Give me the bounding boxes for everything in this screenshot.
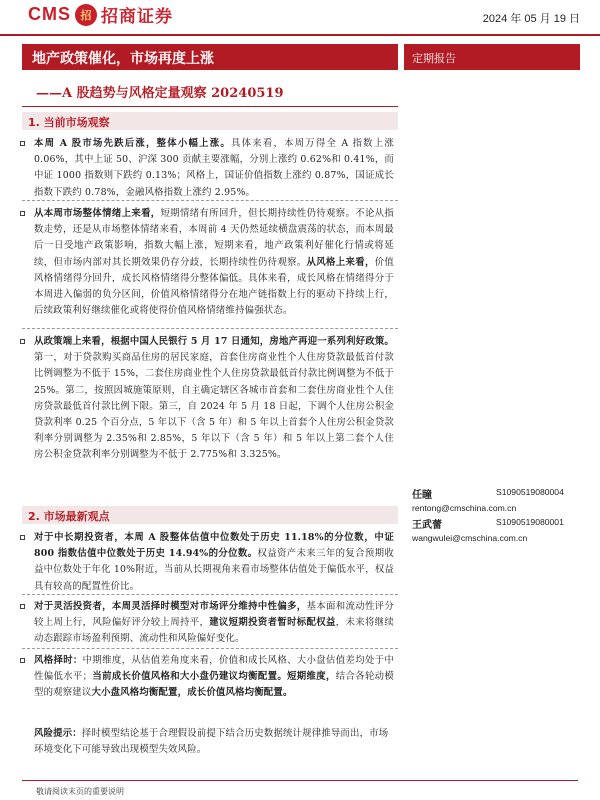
bullet-icon bbox=[20, 535, 25, 540]
paragraph-text: 权益资产未来三年的复合预期收益中位数处于年化 10%附近，当前从长期视角来看市场整体估值处于偏低水平，权益具有较高的配置性价比。 bbox=[34, 548, 394, 592]
analyst-card bbox=[412, 486, 564, 513]
paragraph-divider bbox=[22, 328, 398, 329]
bullet-icon bbox=[20, 658, 25, 663]
paragraph-lead-2: 当前成长价值风格和大小盘仍建议均衡配置。短期维度， bbox=[92, 671, 336, 683]
logo-chinese-text: 招商证券 bbox=[101, 7, 173, 27]
report-title: 地产政策催化，市场再度上涨 bbox=[32, 51, 214, 67]
bullet-icon bbox=[20, 211, 25, 216]
risk-warning bbox=[34, 726, 394, 758]
paragraph-lead: 从政策端上来看，根据中国人民银行 5 月 17 日通知，房地产再迎一系列利好政策。 bbox=[34, 336, 394, 347]
paragraph-text: 第一，对于贷款购买商品住房的居民家庭，首套住房商业性个人住房贷款最低首付款比例调整为不低于 15%，二套住房商业性个人住房贷款最低首付款比例调整为不低于 25%。第二，按照因城施策原则，自主确定辖区各城市首套和二套住房商业性个人住房贷款最低首付款比例下限。第三，自 2024 年 5 月 18 日起，下调个人住房公积金贷款利率 0.25 个百分点，5 年以下（含 5 年）和 5 年以上首套个人住房公积金贷款利率分别调整为 2.35%和 2.85%，5 年以下（含 5 年）和 5 年以上第二套个人住房公积金贷款利率分别调整为不低于 2.775%和 3.325%。 bbox=[34, 352, 394, 461]
paragraph-text: 短期情绪有所回升，但长期持续性仍待观察。不论从指数走势，还是从市场整体情绪来看，本周前 4 天仍然延续横盘震荡的状态，而本周最后一日受地产政策影响，指数大幅上涨，短期来看，地产政策利好催化行情或将延续，但市场内部对其长期效果仍存分歧，长期持续性仍待观察。 bbox=[34, 208, 394, 268]
analyst-name: 任瞳 bbox=[412, 490, 432, 501]
footer-disclaimer: 敬请阅读末页的重要说明 bbox=[36, 787, 124, 796]
paragraph-style-timing bbox=[34, 653, 394, 702]
paragraph-divider bbox=[22, 200, 398, 201]
section-heading-market-observation bbox=[22, 112, 398, 130]
paragraph-lead: 风格择时： bbox=[34, 655, 83, 666]
bullet-icon bbox=[20, 604, 25, 609]
footer-divider bbox=[22, 780, 578, 781]
paragraph-text: 中期维度，从估值差角度来看，价值和成长风格、大小盘估值差均处于中性偏低水平； bbox=[34, 655, 394, 683]
section-heading-text: 1. 当前市场观察 bbox=[28, 116, 110, 129]
paragraph-policy bbox=[34, 334, 394, 464]
risk-label: 风险提示： bbox=[34, 728, 82, 739]
paragraph-text-2: 结合各轮动模型的观察建议 bbox=[34, 671, 394, 699]
logo-emblem-icon: 招 bbox=[75, 4, 97, 26]
logo-latin-text: CMS bbox=[28, 4, 71, 24]
section-heading-latest-views bbox=[22, 506, 398, 524]
analyst-email[interactable]: wangwulei@cmschina.com.cn bbox=[412, 533, 528, 543]
paragraph-lead: 对于灵活投资者，本周灵活择时模型对市场评分维持中性偏多， bbox=[34, 601, 307, 612]
company-logo bbox=[28, 2, 173, 27]
report-type-label: 定期报告 bbox=[412, 52, 456, 65]
paragraph-lead-2: 从风格上来看， bbox=[306, 256, 375, 268]
analyst-license-id: S1090519080004 bbox=[496, 487, 564, 497]
bullet-icon bbox=[20, 339, 25, 344]
paragraph-text-2: ，未来将继续动态跟踪市场盈利预期、流动性和风险偏好变化。 bbox=[34, 617, 394, 645]
header-divider bbox=[0, 34, 600, 36]
paragraph-lead: 本周 A 股市场先跌后涨，整体小幅上涨。 bbox=[34, 138, 231, 149]
paragraph-lead: 从本周市场整体情绪上来看， bbox=[34, 208, 161, 219]
page-header bbox=[0, 0, 600, 40]
paragraph-lead-3: 大小盘风格均衡配置，成长价值风格均衡配置。 bbox=[91, 687, 293, 699]
bullet-icon bbox=[20, 141, 25, 146]
analyst-name: 王武蕾 bbox=[412, 520, 442, 531]
subtitle-divider bbox=[22, 106, 398, 107]
analyst-card bbox=[412, 516, 564, 543]
paragraph-text: 基本面和流动性评分较上周上行，风险偏好评分较上周持平， bbox=[34, 601, 394, 629]
analyst-license-id: S1090519080001 bbox=[496, 517, 564, 527]
paragraph-divider bbox=[22, 594, 398, 595]
title-banner bbox=[22, 44, 398, 70]
paragraph-market-sentiment bbox=[34, 206, 394, 319]
paragraph-text-2: 价值风格情绪得分回升，成长风格情绪得分整体偏低。具体来看，成长风格在情绪得分于本周进入偏弱的负分区间，价值风格情绪得分在地产链指数上行的驱动下持续上行，后续政策利好继续催化或将使得价值风格情绪维持偏强状态。 bbox=[34, 256, 394, 317]
analyst-email[interactable]: rentong@cmschina.com.cn bbox=[412, 503, 517, 513]
paragraph-divider bbox=[22, 648, 398, 649]
paragraph-lead-2: 建议短期投资者暂时标配权益 bbox=[209, 617, 336, 629]
report-type-banner bbox=[404, 44, 580, 70]
paragraph-flexible-investors bbox=[34, 599, 394, 648]
paragraph-long-term-investors bbox=[34, 530, 394, 595]
section-heading-text: 2. 市场最新观点 bbox=[28, 510, 110, 523]
report-subtitle: ——A 股趋势与风格定量观察 20240519 bbox=[36, 86, 284, 101]
report-date: 2024 年 05 月 19 日 bbox=[482, 13, 580, 25]
paragraph-lead: 对于中长期投资者，本周 A 股整体估值中位数处于历史 11.18%的分位数，中证 800 指数估值中位数处于历史 14.94%的分位数。 bbox=[34, 532, 394, 560]
paragraph-text: 具体来看，本周万得全 A 指数上涨 0.06%，其中上证 50、沪深 300 贡献主要涨幅，分别上涨约 0.62%和 0.41%，而中证 1000 指数则下跌约 0.13%；风格上，国证价值指数上涨约 0.87%，国证成长指数下跌约 0.78%，金融风格指数上涨约 2.95%。 bbox=[34, 138, 394, 198]
paragraph-market-overview bbox=[34, 136, 394, 201]
risk-text: 择时模型结论基于合理假设前提下结合历史数据统计规律推导而出，市场环境变化下可能导致出现模型失效风险。 bbox=[34, 728, 389, 755]
